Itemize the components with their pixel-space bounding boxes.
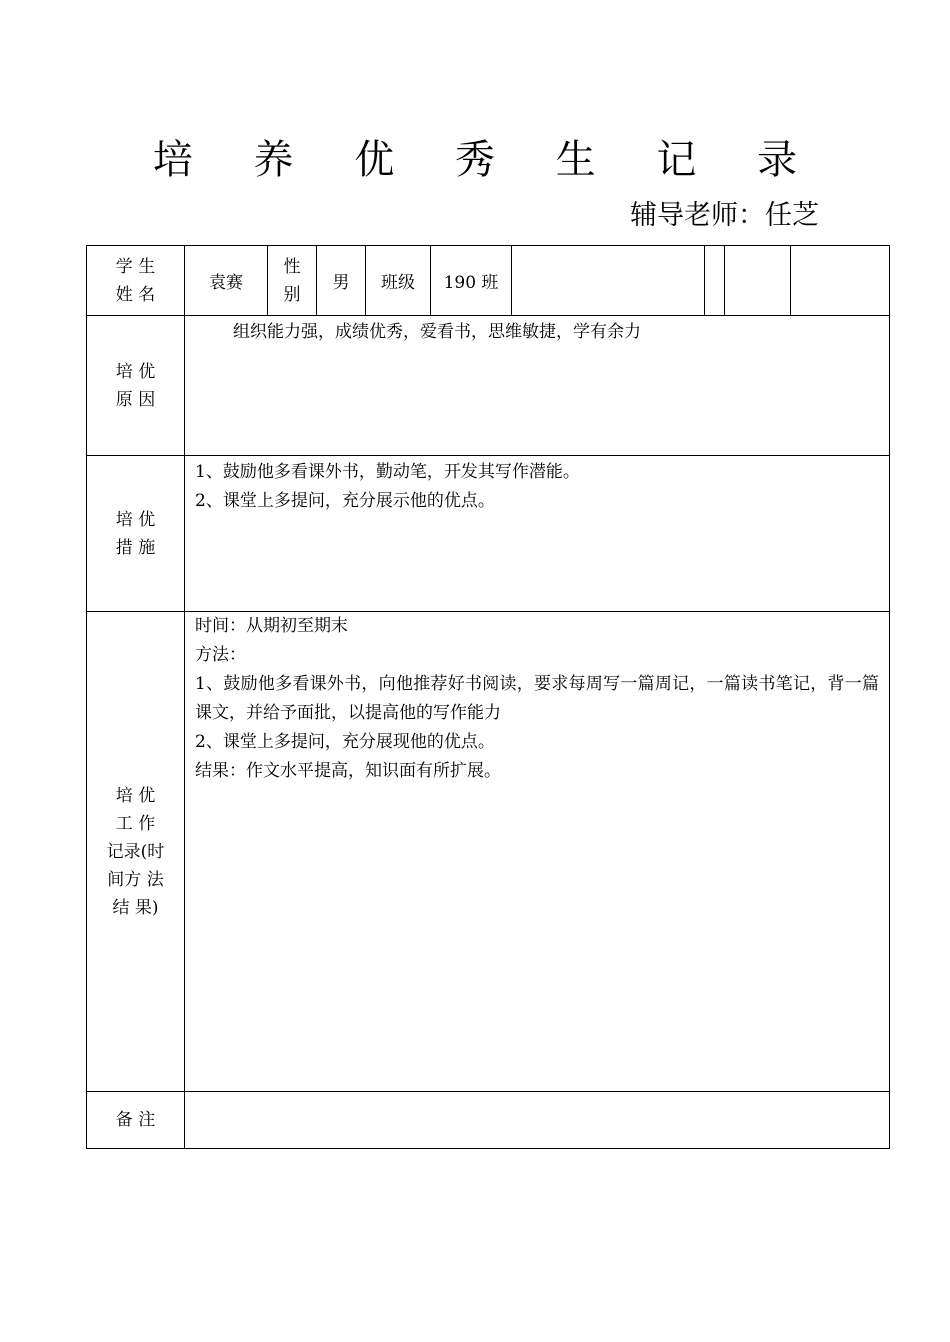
gender-label-1: 性 (283, 256, 301, 277)
record-method-title: 方法： (195, 645, 246, 665)
reason-label-cell (87, 316, 185, 456)
record-time: 时间：从期初至期末 (195, 616, 348, 636)
measures-row (87, 456, 890, 612)
teacher-line: 辅导老师：任芝 (630, 200, 819, 231)
student-name: 袁赛 (185, 246, 268, 316)
measure-line: 2、课堂上多提问，充分展示他的优点。 (195, 491, 495, 511)
reason-text: 组织能力强，成绩优秀，爱看书，思维敏捷，学有余力 (185, 316, 890, 456)
gender-label-cell (268, 246, 317, 316)
record-label-1: 培 优 (115, 785, 156, 806)
class-label: 班级 (366, 246, 431, 316)
record-label-3: 记录(时 (106, 841, 165, 862)
record-label-4: 间方 法 (107, 869, 164, 890)
gender-label-2: 别 (283, 284, 301, 305)
record-label-2: 工 作 (115, 813, 156, 834)
remarks-label: 备 注 (87, 1092, 185, 1149)
blank-cell-3 (725, 246, 791, 316)
blank-cell-2 (705, 246, 725, 316)
record-method-1: 1、鼓励他多看课外书，向他推荐好书阅读，要求每周写一篇周记，一篇读书笔记，背一篇课文，并给予面批，以提高他的写作能力 (195, 674, 879, 723)
page-title: 培 养 优 秀 生 记 录 (152, 137, 822, 183)
name-label-cell (87, 246, 185, 316)
student-gender: 男 (317, 246, 366, 316)
measures-label-2: 措 施 (115, 537, 156, 558)
record-result: 结果：作文水平提高，知识面有所扩展。 (195, 761, 501, 781)
blank-cell-4 (791, 246, 890, 316)
record-label-cell (87, 612, 185, 1092)
name-label-2: 姓 名 (115, 284, 156, 305)
reason-row (87, 316, 890, 456)
reason-label-2: 原 因 (115, 389, 156, 410)
reason-label-1: 培 优 (115, 361, 156, 382)
student-info-row (87, 246, 890, 316)
measure-line: 1、鼓励他多看课外书，勤动笔，开发其写作潜能。 (195, 462, 580, 482)
work-record-row (87, 612, 890, 1092)
measures-content (185, 456, 890, 612)
blank-cell-1 (512, 246, 705, 316)
remarks-content (185, 1092, 890, 1149)
name-label-1: 学 生 (115, 256, 156, 277)
record-method-2: 2、课堂上多提问，充分展现他的优点。 (195, 732, 495, 752)
record-table (86, 245, 890, 1149)
record-content (185, 612, 890, 1092)
record-label-5: 结 果) (112, 897, 159, 918)
measures-label-cell (87, 456, 185, 612)
measures-label-1: 培 优 (115, 509, 156, 530)
class-value: 190 班 (431, 246, 512, 316)
remarks-row (87, 1092, 890, 1149)
